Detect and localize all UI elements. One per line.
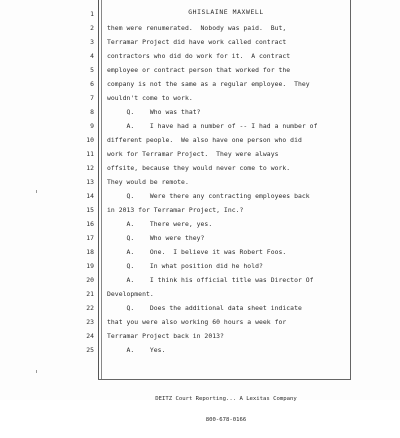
line-text: work for Terramar Project. They were always: [107, 150, 279, 158]
line-text: Q. Does the additional data sheet indicate: [107, 304, 302, 312]
line-number: 9: [90, 122, 94, 130]
line-text: that you were also working 60 hours a week for: [107, 318, 287, 326]
bottom-rule: [98, 379, 351, 380]
transcript-line: [0, 50, 350, 64]
line-number: 24: [86, 332, 94, 340]
line-number: 7: [90, 94, 94, 102]
transcript-line: [0, 218, 350, 232]
line-text: Q. Were there any contracting employees back: [107, 192, 310, 200]
transcript-lines: [0, 8, 350, 358]
footer-company: DEITZ Court Reporting... A Lexitas Company: [155, 396, 297, 402]
line-text: They would be remote.: [107, 178, 189, 186]
scan-speck: [36, 370, 37, 373]
line-number: 17: [86, 234, 94, 242]
line-number: 22: [86, 304, 94, 312]
line-number: 25: [86, 346, 94, 354]
line-number: 21: [86, 290, 94, 298]
transcript-line: [0, 232, 350, 246]
line-text: A. I have had a number of -- I had a number of: [107, 122, 318, 130]
line-text: different people. We also have one person who did: [107, 136, 302, 144]
transcript-line: [0, 162, 350, 176]
line-number: 2: [90, 24, 94, 32]
transcript-line: [0, 120, 350, 134]
transcript-line: [0, 260, 350, 274]
line-number: 13: [86, 178, 94, 186]
line-text: wouldn't come to work.: [107, 94, 193, 102]
line-number: 15: [86, 206, 94, 214]
transcript-line: [0, 316, 350, 330]
line-number: 1: [90, 10, 94, 18]
page-header-name: GHISLAINE MAXWELL: [188, 8, 264, 16]
line-text: contractors who did do work for it. A contract: [107, 52, 291, 60]
transcript-line: [0, 148, 350, 162]
line-number: 12: [86, 164, 94, 172]
transcript-line: [0, 8, 350, 22]
line-number: 18: [86, 248, 94, 256]
transcript-line: [0, 344, 350, 358]
line-text: A. There were, yes.: [107, 220, 213, 228]
line-number: 5: [90, 66, 94, 74]
transcript-line: [0, 190, 350, 204]
line-number: 8: [90, 108, 94, 116]
line-text: A. Yes.: [107, 346, 166, 354]
line-number: 16: [86, 220, 94, 228]
transcript-line: [0, 302, 350, 316]
line-number: 20: [86, 276, 94, 284]
transcript-line: [0, 134, 350, 148]
line-text: Q. In what position did he hold?: [107, 262, 263, 270]
transcript-line: [0, 330, 350, 344]
transcript-line: [0, 92, 350, 106]
line-text: Terramar Project back in 2013?: [107, 332, 224, 340]
transcript-line: [0, 22, 350, 36]
line-text: them were renumerated. Nobody was paid. But,: [107, 24, 287, 32]
line-number: 4: [90, 52, 94, 60]
page-footer: [102, 382, 350, 438]
line-number: 19: [86, 262, 94, 270]
line-text: company is not the same as a regular employee. They: [107, 80, 310, 88]
line-number: 10: [86, 136, 94, 144]
line-number: 3: [90, 38, 94, 46]
transcript-line: [0, 176, 350, 190]
transcript-line: [0, 106, 350, 120]
line-text: A. I think his official title was Director Of: [107, 276, 314, 284]
line-number: 11: [86, 150, 94, 158]
line-text: Development.: [107, 290, 154, 298]
line-text: in 2013 for Terramar Project, Inc.?: [107, 206, 244, 214]
line-text: employee or contract person that worked for the: [107, 66, 291, 74]
footer-phone: 800-678-0166: [205, 417, 247, 423]
transcript-line: [0, 288, 350, 302]
transcript-line: [0, 64, 350, 78]
right-margin-rule: [350, 0, 351, 380]
transcript-line: [0, 246, 350, 260]
transcript-line: [0, 78, 350, 92]
transcript-line: [0, 36, 350, 50]
line-text: Terramar Project did have work called contract: [107, 38, 287, 46]
transcript-line: [0, 204, 350, 218]
transcript-line: [0, 274, 350, 288]
line-text: Q. Who were they?: [107, 234, 205, 242]
line-text: offsite, because they would never come to work.: [107, 164, 291, 172]
line-number: 23: [86, 318, 94, 326]
line-number: 14: [86, 192, 94, 200]
line-text: Q. Who was that?: [107, 108, 201, 116]
line-text: A. One. I believe it was Robert Foos.: [107, 248, 287, 256]
line-number: 6: [90, 80, 94, 88]
